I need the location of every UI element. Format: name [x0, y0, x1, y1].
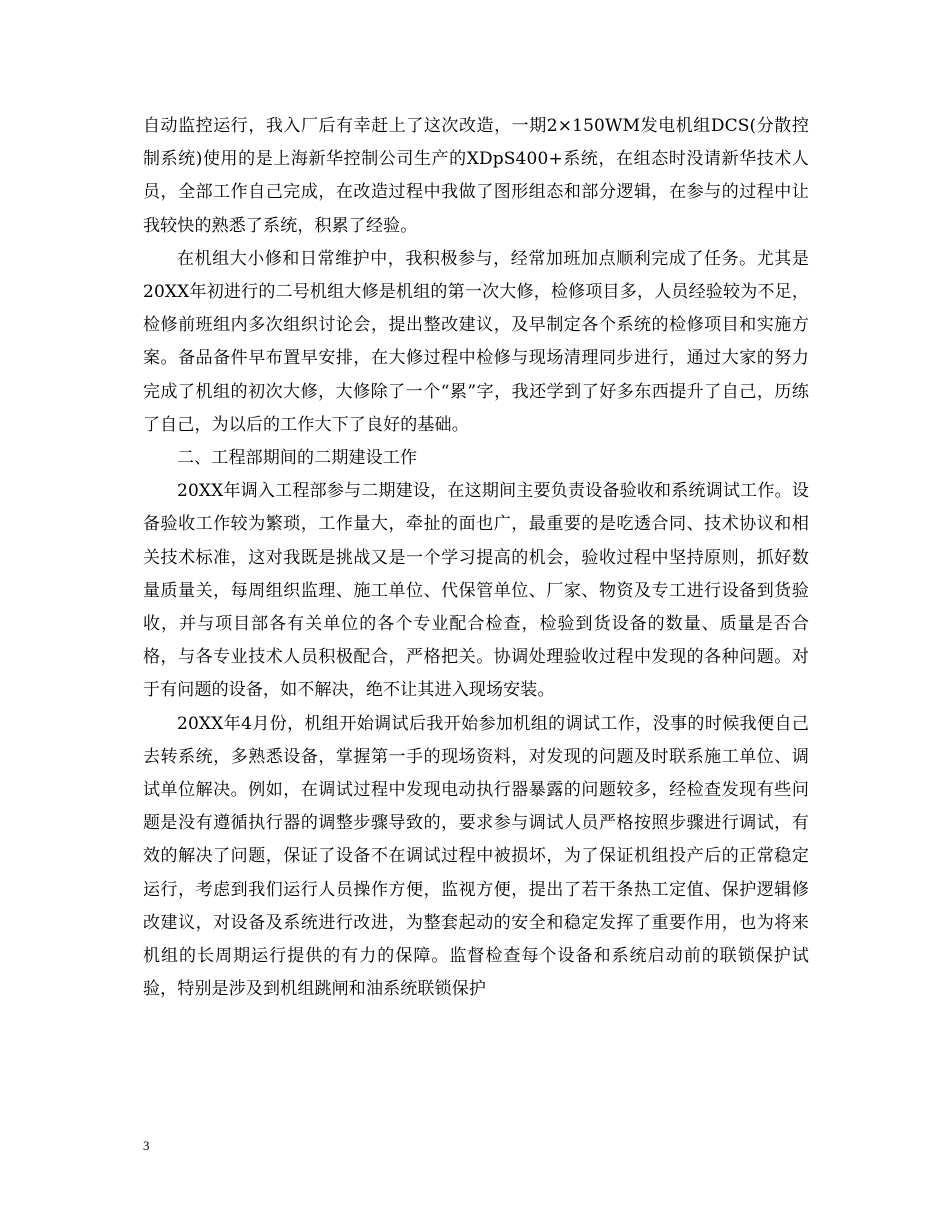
document-page: [143, 110, 809, 1006]
paragraph-1: 自动监控运行，我入厂后有幸赶上了这次改造，一期2×150WM发电机组DCS(分散控制系统)使用的是上海新华控制公司生产的XDpS400+系统，在组态时没请新华技术人员，全部工作自己完成，在改造过程中我做了图形组态和部分逻辑，在参与的过程中让我较快的熟悉了系统，积累了经验。: [143, 116, 809, 236]
paragraph-3: 20XX年调入工程部参与二期建设，在这期间主要负责设备验收和系统调试工作。设备验收工作较为繁琐，工作量大，牵扯的面也广，最重要的是吃透合同、技术协议和相关技术标准，这对我既是挑战又是一个学习提高的机会，验收过程中坚持原则，抓好数量质量关，每周组织监理、施工单位、代保管单位、厂家、物资及专工进行设备到货验收，并与项目部各有关单位的各个专业配合检查，检验到货设备的数量、质量是否合格，与各专业技术人员积极配合，严格把关。协调处理验收过程中发现的各种问题。对于有问题的设备，如不解决，绝不让其进入现场安装。: [143, 481, 809, 701]
page-number: 3: [143, 1138, 150, 1153]
section-heading: 二、工程部期间的二期建设工作: [177, 448, 418, 469]
paragraph-4: 20XX年4月份，机组开始调试后我开始参加机组的调试工作，没事的时候我便自己去转系统，多熟悉设备，掌握第一手的现场资料，对发现的问题及时联系施工单位、调试单位解决。例如，在调试过程中发现电动执行器暴露的问题较多，经检查发现有些问题是没有遵循执行器的调整步骤导致的，要求参与调试人员严格按照步骤进行调试，有效的解决了问题，保证了设备不在调试过程中被损坏，为了保证机组投产后的正常稳定运行，考虑到我们运行人员操作方便，监视方便，提出了若干条热工定值、保护逻辑修改建议，对设备及系统进行改进，为整套起动的安全和稳定发挥了重要作用，也为将来机组的长周期运行提供的有力的保障。监督检查每个设备和系统启动前的联锁保护试验，特别是涉及到机组跳闸和油系统联锁保护: [143, 713, 809, 1000]
paragraph-2: 在机组大小修和日常维护中，我积极参与，经常加班加点顺利完成了任务。尤其是20XX年初进行的二号机组大修是机组的第一次大修，检修项目多，人员经验较为不足，检修前班组内多次组织讨论会，提出整改建议，及早制定各个系统的检修项目和实施方案。备品备件早布置早安排，在大修过程中检修与现场清理同步进行，通过大家的努力完成了机组的初次大修，大修除了一个“累”字，我还学到了好多东西提升了自己，历练了自己，为以后的工作大下了良好的基础。: [143, 248, 809, 435]
